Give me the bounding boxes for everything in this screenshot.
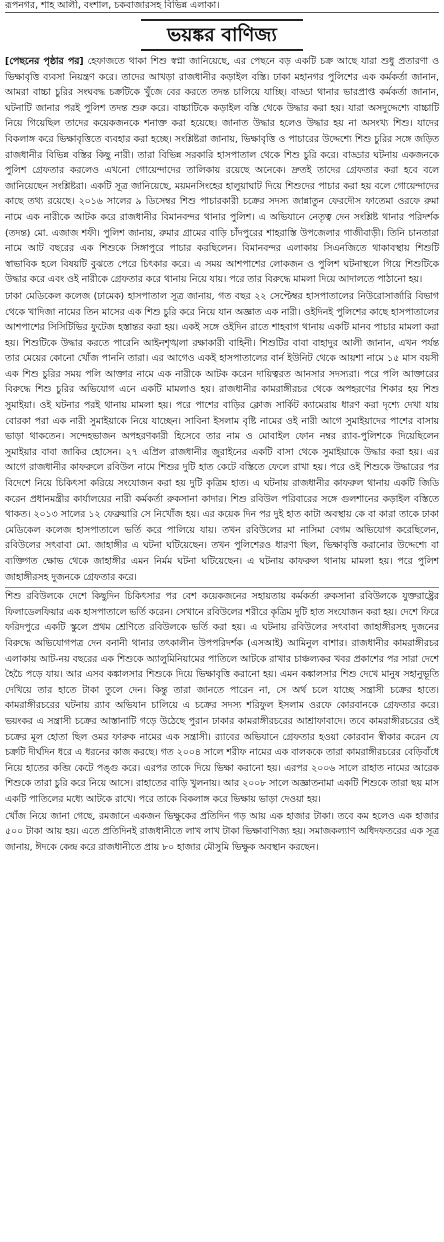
headline-area xyxy=(5,19,439,51)
divider xyxy=(5,587,439,588)
paragraph-3: শিশু রবিউলকে দেশে কিছুদিন চিকিৎসার পর বেশ কয়েকজনের সহায়তায় কর্মকর্তা রুকসানা রবিউলকে যুক্তরাষ্ট্রের ফিলাডেলফিয়ার এক হাসপাতালে ভর্তি করেন। সেখানে রবিউলের শরীরে কৃত্রিম দুটি হাত সংযোজন করা হয়। দেশে ফিরে ফরিদপুরে একটি স্কুলে প্রথম শ্রেণিতে রবিউলকে ভর্তি করা হয়। এ ঘটনায় রবিউলের সৎবাবা জাহাঙ্গীরসহ দুজনের বিরুদ্ধে অভিযোগপত্র দেন বনানী থানার তৎকালীন উপপরিদর্শক (এসআই) আমিনুল বাশার। রাজধানীর কামরাঙ্গীরচর এলাকায় আট-নয় বছরের এক শিশুকে অ্যালুমিনিয়ামের পাতিলে আটকে রাখার চাঞ্চল্যকর খবর প্রকাশের পর সারা দেশে হৈচৈ পড়ে যায়। আর এসব কঙ্কালসার শিশুকে দিয়ে ভিক্ষাবৃত্তি করানো হয়। এমন কঙ্কালসার শিশু দেখে মানুষ সহানুভূতি দেখিয়ে তার হাতে টাকা তুলে দেন। কিন্তু তারা জানতে পারেন না, সে অর্থ চলে যাচ্ছে সন্ত্রাসী চক্রের হাতে। কামরাঙ্গীরচরের ঘটনায় র‍্যাব অভিযান চালিয়ে এ চক্রের সদস্য শরিফুল ইসলাম ওরফে কোরবানকে গ্রেফতার করে। ভয়ংকর এ সন্ত্রাসী চক্রের আস্তানাটি গড়ে উঠেছে পুরান ঢাকার কামরাঙ্গীরচরের আশ্রাফাবাদে। তবে কামরাঙ্গীরচরের ওই চক্রের মূল হোতা ছিল ওমর ফারুক নামের এক সন্ত্রাসী। র‍্যাবের অভিযানে গ্রেফতার হওয়া কোরবান স্বীকার করেন যে চক্রটি দীর্ঘদিন ধরে এ ধরনের কাজ করছে। গত ২০০৪ সালে শরীফ নামের এক বালককে তারা কামরাঙ্গীরচরের বেড়িবাঁধে নিয়ে হাতের কব্জি কেটে পঙ্গু করে। এরপর তাকে দিয়ে ভিক্ষা করানো হয়। এরপর ২০০৬ সালে রাহাত নামের আরেক শিশুকে তারা চুরি করে নিয়ে আসে। রাহাতের বাড়ি খুলনায়। আর ২০০৮ সালে অজ্ঞাতনামা একটি শিশুকে তারা ছয় মাস একটি পাতিলের মধ্যে আটকে রাখে। পরে তাকে বিকলাঙ্গ করে ভিক্ষায় ভাড়া দেওয়া হয়। xyxy=(5,591,439,805)
article-headline: ভয়ঙ্কর বাণিজ্য xyxy=(141,19,303,51)
paragraph-1 xyxy=(5,54,439,288)
paragraph-text: হেফাজতে থাকা শিশু স্বপ্না জানিয়েছে, এর পেছনে বড় একটি চক্র আছে যারা শুধু প্রতারণা ও ভিক্ষাবৃত্তি ব্যবসা নিয়ন্ত্রণ করে। তাদের আখড়া রাজধানীর কড়াইল বস্তি। ঢাকা মহানগর পুলিশের এক কর্মকর্তা জানান, আমরা বাচ্চা চুরির সংঘবদ্ধ চক্রটিকে খুঁজে বের করতে তদন্ত চালিয়ে যাচ্ছি। বাড্ডা থানার ভারপ্রাপ্ত কর্মকর্তা জানান, ঘটনাটি জানার পরই পুলিশ তদন্ত শুরু করে। বাচ্চাটিকে কড়াইল বস্তি থেকে উদ্ধার করা হয়। যারা অসদুদ্দেশ্যে বাচ্চাটি নিয়ে গিয়েছিল তাদের কয়েকজনকে শনাক্ত করা হয়েছে। জানাত উদ্ধার হলেও উদ্ধার হয় না অসংখ্য শিশু। যাদের বিকলাঙ্গ করে ভিক্ষাবৃত্তিতে ব্যবহার করা হচ্ছে। সংশ্লিষ্টরা জানায়, ভিক্ষাবৃত্তি ও পাচারের উদ্দেশ্যে শিশু চুরির সঙ্গে জড়িত রাজধানীর বিভিন্ন বস্তির কিছু নারী। তারা বিভিন্ন সরকারি হাসপাতাল থেকে শিশু চুরি করে। বাড্ডার ঘটনায় একজনকে পুলিশ গ্রেফতার করলেও এখনো গোয়েন্দাদের তালিকায় রয়েছে অনেকে। দ্রুতই তাদের গ্রেফতার করা হবে বলে জানিয়েছেন সংশ্লিষ্টরা। একটি সূত্র জানিয়েছে, ময়মনসিংহের হালুয়াঘাট দিয়ে শিশুদের পাচার করা হয় বলে গোয়েন্দাদের কাছে তথ্য রয়েছে। ২০১৬ সালের ৯ ডিসেম্বর শিশু পাচারকারী চক্রের সদস্য জান্নাতুন ফেরদৌস ফাতেমা ওরফে রুমা নামে এক নারীকে আটক করে রাজধানীর বিমানবন্দর থানার পুলিশ। এ অভিযানে নেতৃত্ব দেন সংশ্লিষ্ট থানার পরিদর্শক (তদন্ত) মো. এজাজ শফী। পুলিশ জানায়, রুমার গ্রামের বাড়ি চাঁদপুরের শাহরাস্তি উপজেলার গাজীবাড়ী। তিনি চানতারা নামে আট বছরের এক শিশুকে সিঙ্গাপুরে পাচার করছিলেন। বিমানবন্দর এলাকায় সিএনজিতে থাকাবস্থায় শিশুটি স্বাভাবিক হলে বিষয়টি বুঝতে পেরে চিৎকার করে। এ সময় আশপাশের লোকজন ও পুলিশ ঘটনাস্থলে গিয়ে শিশুটিকে উদ্ধার করে এবং ওই নারীকে গ্রেফতার করে থানায় নিয়ে যায়। পরে তার বিরুদ্ধে মামলা দিয়ে আদালতে পাঠানো হয়। xyxy=(5,56,439,286)
previous-text-line: রূপনগর, শাহ আলী, বংশাল, চকবাজারসহ বিভিন্ন এলাকা। xyxy=(5,0,439,13)
article-body xyxy=(5,54,439,855)
continuation-label: [পেছনের পৃষ্ঠার পর] xyxy=(5,56,84,67)
paragraph-4: খোঁজ নিয়ে জানা গেছে, রমজানে একজন ভিক্ষুকের প্রতিদিন গড় আয় এক হাজার টাকা। তবে কম হলেও এক হাজার ৫০০ টাকা আয় হয়। এতে প্রতিদিনই রাজধানীতে লাখ লাখ টাকা ভিক্ষাবাণিজ্য হয়। সমাজকল্যাণ অধিদফতরের এক সূত্র জানায়, ঈদকে কেন্দ্র করে রাজধানীতে প্রায় ৮০ হাজার মৌসুমি ভিক্ষুক অবস্থান করছেন। xyxy=(5,810,439,853)
paragraph-2: ঢাকা মেডিকেল কলেজ (ঢামেক) হাসপাতাল সূত্র জানায়, গত বছর ২২ সেপ্টেম্বর হাসপাতালের নিউরোসার্জারি বিভাগ থেকে খাদিজা নামের তিন মাসের এক শিশু চুরি করে নিয়ে যান অজ্ঞাত এক নারী। ওইদিনই পুলিশের কাছে হাসপাতালের আশপাশের সিসিটিভির ফুটেজ হস্তান্তর করা হয়। একই সঙ্গে ওইদিন রাতে শাহবাগ থানায় একটি মানব পাচার মামলা করা হয়। শিশুটিকে উদ্ধার করতে পারেনি আইনশৃঙ্খলা রক্ষাকারী বাহিনী। শিশুটির বাবা বাহাদুর আলী জানান, এখন পর্যন্ত তার মেয়ের কোনো খোঁজ পাননি তারা। এর আগেও একই হাসপাতালের বার্ন ইউনিট থেকে আয়শা নামে ১৫ মাস বয়সী এক শিশু চুরির সময় পলি আক্তার নামে এক নারীকে আটক করেন দায়িত্বরত আনসার সদস্যরা। পরে পলি আক্তারের বিরুদ্ধে শিশু চুরির অভিযোগ এনে একটি মামলাও হয়। রাজধানীর কামরাঙ্গীরচর থেকে অপহরণের শিকার হয় শিশু সুমাইয়া। ওই ঘটনার পরই থানায় মামলা হয়। পরে পাশের বাড়ির ক্লোজ সার্কিট ক্যামেরায় ধারণ করা দৃশ্যে দেখা যায় বোরকা পরা এক নারী সুমাইয়াকে নিয়ে যাচ্ছেন। সাবিনা ইসলাম বৃষ্টি নামের ওই নারী আগে সুমাইয়াদের পাশের বাসায় ভাড়া থাকতেন। সন্দেহভাজন অপহরণকারী হিসেবে তার নাম ও মোবাইল ফোন নম্বর র‍্যাব-পুলিশকে দিয়েছিলেন সুমাইয়ার বাবা জাকির হোসেন। ২৭ এপ্রিল রাজধানীর জুরাইনের একটি বাসা থেকে সুমাইয়াকে উদ্ধার করা হয়। এর আগে রাজধানীর কাফরুলে রবিউল নামে শিশুর দুটি হাত কেটে বস্তিতে ফেলে রাখা হয়। পরে ওই শিশুকে উদ্ধারের পর বিদেশে নিয়ে চিকিৎসা করিয়ে সংযোজন করা হয় দুটি কৃত্রিম হাত। এ ঘটনায় রাজধানীর কাফরুল থানায় একটি জিডি করেন প্রধানমন্ত্রীর কার্যালয়ের নারী কর্মকর্তা রুকসানা কাদার। শিশু রবিউল পরিবারের সঙ্গে গুলশানের কড়াইল বস্তিতে থাকত। ২০১৩ সালের ১২ ফেব্রুয়ারি সে নিখোঁজ হয়। এর কয়েক দিন পর দুই হাত কাটা অবস্থায় কে বা কারা তাকে ঢাকা মেডিকেল কলেজ হাসপাতালে ভর্তি করে পালিয়ে যায়। তখন রবিউলের মা নাসিমা বেগম অভিযোগ করেছিলেন, রবিউলের সৎবাবা মো. জাহাঙ্গীর এ ঘটনা ঘটিয়েছেন। তখন পুলিশেরও ধারণা ছিল, ভিক্ষাবৃত্তি করানোর উদ্দেশ্যে বা ব্যক্তিগত ক্ষোভ থেকে জাহাঙ্গীর এমন নির্মম ঘটনা ঘটিয়েছেন। এ ঘটনায় কাফরুল থানায় মামলা হয়। পরে পুলিশ জাহাঙ্গীরসহ দুজনকে গ্রেফতার করে। xyxy=(5,290,439,583)
